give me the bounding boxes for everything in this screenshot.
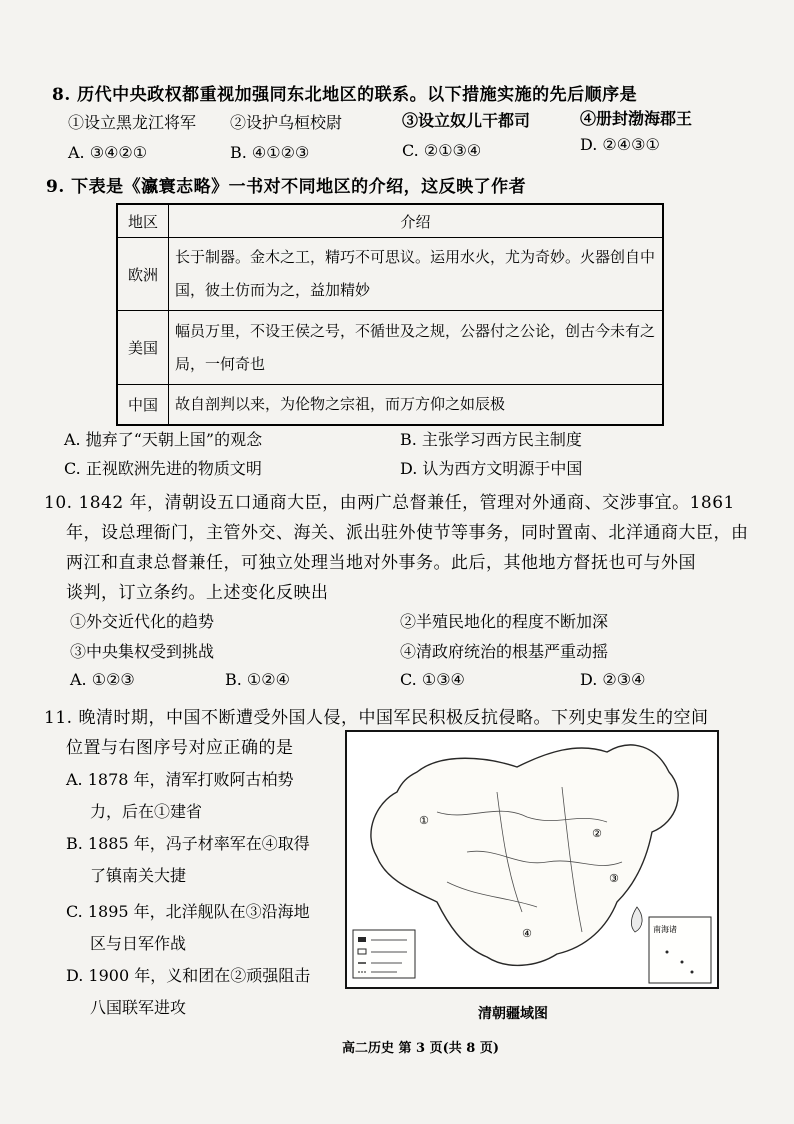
q10-stem-line-1: 10. 1842 年，清朝设五口通商大臣，由两广总督兼任，管理对外通商、交涉事宜。1861 bbox=[44, 493, 735, 513]
q10-stem-line-4: 谈判，订立条约。上述变化反映出 bbox=[66, 583, 329, 603]
q8-option-c: C. ②①③④ bbox=[402, 141, 482, 160]
q10-stem-line-3: 两江和直隶总督兼任，可独立处理当地对外事务。此后，其他地方督抚也可与外国 bbox=[66, 553, 696, 573]
map-marker-4: ④ bbox=[522, 927, 532, 940]
q8-item-1: ①设立黑龙江将军 bbox=[68, 113, 197, 132]
q9-option-d: D. 认为西方文明源于中国 bbox=[400, 459, 583, 478]
q10-item-1: ①外交近代化的趋势 bbox=[70, 612, 215, 631]
q9-table bbox=[116, 203, 664, 426]
q10-stem-line-2: 年，设总理衙门，主管外交、海关、派出驻外使节等事务，同时置南、北洋通商大臣，由 bbox=[66, 523, 749, 543]
q9-stem: 9. 下表是《瀛寰志略》一书对不同地区的介绍，这反映了作者 bbox=[46, 177, 527, 197]
q8-item-4: ④册封渤海郡王 bbox=[580, 109, 693, 128]
q8-option-b: B. ④①②③ bbox=[230, 143, 310, 162]
q10-item-4: ④清政府统治的根基严重动摇 bbox=[400, 642, 609, 661]
table-cell-region: 美国 bbox=[117, 311, 169, 385]
map-drawing bbox=[347, 732, 717, 987]
q11-option-b-line-2: 了镇南关大捷 bbox=[90, 866, 187, 885]
table-row bbox=[117, 385, 663, 426]
map-caption: 清朝疆域图 bbox=[478, 1006, 548, 1022]
table-cell-text: 幅员万里，不设王侯之号，不循世及之规，公器付之公论，创古今未有之局，一何奇也 bbox=[169, 311, 664, 385]
qing-territory-map bbox=[345, 730, 719, 989]
q11-option-d-line-2: 八国联军进攻 bbox=[90, 998, 187, 1017]
q11-option-c-line-1: C. 1895 年，北洋舰队在③沿海地 bbox=[66, 902, 310, 921]
table-cell-text: 故自剖判以来，为伦物之宗祖，而万方仰之如辰极 bbox=[169, 385, 664, 426]
q10-option-b: B. ①②④ bbox=[225, 670, 290, 689]
map-marker-3: ③ bbox=[609, 872, 619, 885]
table-header-intro: 介绍 bbox=[169, 204, 664, 238]
q8-item-3: ③设立奴儿干都司 bbox=[402, 111, 531, 130]
q10-item-2: ②半殖民地化的程度不断加深 bbox=[400, 612, 609, 631]
table-header-region: 地区 bbox=[117, 204, 169, 238]
q11-option-d-line-1: D. 1900 年，义和团在②顽强阻击 bbox=[66, 966, 311, 985]
map-inset-label: 南海诸 bbox=[653, 925, 677, 934]
q10-item-3: ③中央集权受到挑战 bbox=[70, 642, 215, 661]
q10-option-c: C. ①③④ bbox=[400, 670, 465, 689]
table-row bbox=[117, 238, 663, 311]
q9-option-c: C. 正视欧洲先进的物质文明 bbox=[64, 459, 262, 478]
page-footer: 高二历史 第 3 页(共 8 页) bbox=[342, 1041, 500, 1056]
q8-stem: 8. 历代中央政权都重视加强同东北地区的联系。以下措施实施的先后顺序是 bbox=[52, 85, 638, 105]
q11-option-a-line-1: A. 1878 年，清军打败阿古柏势 bbox=[66, 770, 294, 789]
q11-stem-line-1: 11. 晚清时期，中国不断遭受外国人侵，中国军民积极反抗侵略。下列史事发生的空间 bbox=[44, 708, 709, 728]
q8-option-d: D. ②④③① bbox=[580, 135, 660, 154]
map-marker-1: ① bbox=[419, 814, 429, 827]
table-cell-text: 长于制器。金木之工，精巧不可思议。运用水火，尤为奇妙。火器创自中国，彼土仿而为之，益加精妙 bbox=[169, 238, 664, 311]
table-cell-region: 欧洲 bbox=[117, 238, 169, 311]
q9-option-b: B. 主张学习西方民主制度 bbox=[400, 430, 582, 449]
table-cell-region: 中国 bbox=[117, 385, 169, 426]
table-row bbox=[117, 311, 663, 385]
q11-option-a-line-2: 力，后在①建省 bbox=[90, 802, 203, 821]
q11-option-b-line-1: B. 1885 年，冯子材率军在④取得 bbox=[66, 834, 310, 853]
q11-stem-line-2: 位置与右图序号对应正确的是 bbox=[66, 738, 294, 758]
map-marker-2: ② bbox=[592, 827, 602, 840]
q8-option-a: A. ③④②① bbox=[68, 143, 148, 162]
q10-option-a: A. ①②③ bbox=[70, 670, 135, 689]
q11-option-c-line-2: 区与日军作战 bbox=[90, 934, 187, 953]
q8-item-2: ②设护乌桓校尉 bbox=[230, 113, 343, 132]
q9-option-a: A. 抛弃了“天朝上国”的观念 bbox=[64, 430, 263, 449]
q10-option-d: D. ②③④ bbox=[580, 670, 646, 689]
table-header-row bbox=[117, 204, 663, 238]
